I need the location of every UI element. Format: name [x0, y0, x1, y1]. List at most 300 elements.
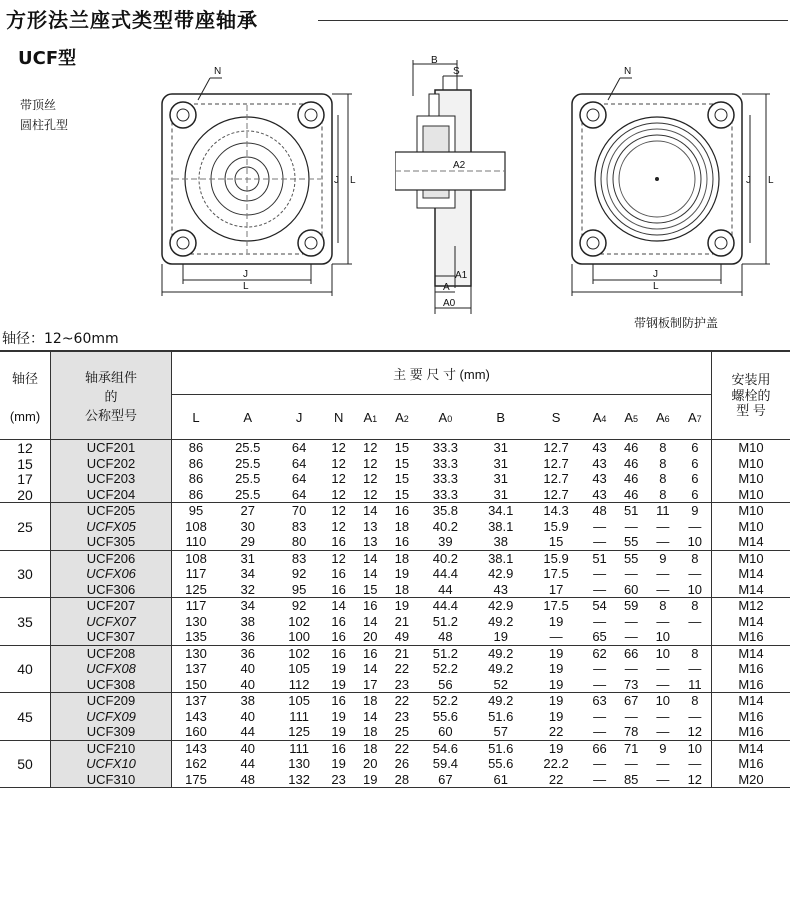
dim-value: 105 [288, 693, 310, 708]
dim-value: 100 [288, 629, 310, 644]
dim-value: 112 [288, 676, 310, 692]
dim-cell-n [323, 645, 355, 693]
dim-value: 12 [331, 486, 346, 502]
dim-value: 8 [659, 455, 667, 471]
dim-value: 49.2 [488, 613, 514, 629]
dim-cell-l [172, 503, 221, 551]
dim-value: 8 [691, 550, 699, 566]
dim-value: 92 [291, 598, 307, 613]
dim-cell-j [275, 503, 322, 551]
dim-value: — [593, 566, 607, 581]
dim-cell-a4 [584, 440, 616, 503]
dim-value: 51 [623, 503, 639, 518]
dim-cell-a2 [386, 503, 418, 551]
dim-value: 135 [185, 629, 207, 644]
dim-cell-a [220, 440, 275, 503]
dim-value: 160 [185, 724, 207, 739]
dim-value: 21 [394, 645, 410, 661]
shaft-diameter: 35 [17, 613, 33, 630]
dim-cell-j [275, 550, 322, 598]
front-view-drawing [150, 60, 360, 300]
dim-cell-a7 [679, 440, 712, 503]
dim-cell-a4 [584, 503, 616, 551]
dim-header-n: N [323, 395, 355, 440]
dim-cell-s [528, 693, 583, 741]
dim-value: 25.5 [235, 471, 261, 486]
dim-value: 10 [655, 645, 671, 661]
dim-value: 25.5 [235, 455, 261, 471]
shaft-diameter: 15 [17, 455, 33, 472]
dim-value: 51.6 [488, 708, 514, 724]
dim-cell-a6 [647, 503, 679, 551]
dim-value: 70 [291, 503, 307, 518]
dim-value: — [593, 708, 607, 724]
header-bolt-line3: 型 号 [736, 403, 766, 419]
dim-value: 31 [493, 440, 508, 455]
dim-value: — [688, 566, 702, 581]
dim-cell-a6 [647, 440, 679, 503]
dim-value: 9 [659, 550, 667, 566]
dim-cell-s [528, 550, 583, 598]
dim-value: 12.7 [543, 471, 569, 486]
dim-value: 16 [331, 645, 346, 661]
dim-value: 54 [592, 598, 607, 613]
dim-value: — [624, 661, 638, 676]
dim-value: 34 [240, 598, 255, 613]
dim-value: — [593, 771, 607, 787]
dim-value: 12 [331, 471, 346, 486]
dim-value: 12 [363, 486, 378, 502]
shaft-diameter: 45 [17, 708, 33, 725]
dim-value: 40 [240, 708, 255, 724]
dim-value: — [624, 756, 638, 771]
dim-cell-l [172, 740, 221, 788]
dim-header-a1: A1 [354, 395, 386, 440]
dim-value: 117 [185, 598, 207, 613]
dim-value: 6 [691, 486, 699, 502]
part-number: UCF209 [86, 693, 136, 708]
dim-value: 15.9 [543, 518, 569, 534]
dim-value: 42.9 [488, 566, 514, 581]
dim-value: 86 [188, 440, 204, 455]
dim-value: 6 [691, 440, 699, 455]
bolt-size-cell [712, 503, 790, 551]
dim-cell-a7 [679, 693, 712, 741]
bolt-size: M10 [738, 440, 764, 455]
dim-value: — [593, 518, 607, 534]
dim-cell-l [172, 440, 221, 503]
part-number-cell [51, 440, 172, 503]
dim-value: 23 [394, 676, 410, 692]
front-view-cover-drawing [558, 60, 778, 300]
dim-header-a5: A5 [615, 395, 647, 440]
dim-value: 33.3 [432, 455, 459, 471]
table-row-group [0, 645, 790, 693]
label-b: B [431, 56, 438, 66]
dim-value: — [656, 613, 670, 629]
dim-header-a4: A4 [584, 395, 616, 440]
dim-cell-j [275, 440, 322, 503]
page-title: 方形法兰座式类型带座轴承 [6, 8, 258, 32]
header-shaft [0, 351, 51, 440]
dim-cell-j [275, 645, 322, 693]
dim-header-a: A [220, 395, 275, 440]
dim-cell-a6 [647, 550, 679, 598]
dim-cell-a1 [354, 693, 386, 741]
dim-value: 23 [331, 771, 346, 787]
dim-value: 6 [691, 471, 699, 486]
dim-value: 108 [185, 518, 207, 534]
model-subtitle: UCF型 [18, 48, 77, 69]
shaft-diameter-cell [0, 740, 51, 788]
dim-cell-s [528, 503, 583, 551]
dim-value: 40 [240, 740, 255, 756]
dim-cell-a7 [679, 740, 712, 788]
label-a: A [443, 282, 450, 293]
dim-cell-a1 [354, 440, 386, 503]
dim-value: 19 [493, 629, 508, 644]
dim-value: 13 [363, 518, 378, 534]
table-header-row [0, 351, 790, 395]
label-j-horizontal: J [243, 269, 248, 280]
part-number: UCFX05 [86, 518, 136, 534]
dim-cell-a4 [584, 740, 616, 788]
dim-value: 11 [656, 503, 670, 518]
table-row-group [0, 693, 790, 741]
dim-cell-a5 [615, 550, 647, 598]
dim-cell-a1 [354, 598, 386, 646]
label-n-right: N [624, 66, 632, 77]
dim-value: 12 [331, 455, 346, 471]
header-shaft-label: 轴径 [11, 370, 38, 386]
bolt-size: M16 [738, 724, 764, 739]
dim-value: 61 [493, 771, 508, 787]
dim-value: 80 [291, 534, 307, 549]
dim-cell-a1 [354, 740, 386, 788]
dim-value: — [593, 756, 607, 771]
dim-value: — [593, 676, 607, 692]
shaft-diameter: 40 [17, 661, 33, 677]
dim-value: 22.2 [543, 756, 569, 771]
dim-cell-a7 [679, 645, 712, 693]
dim-cell-a5 [615, 503, 647, 551]
table-row-group [0, 598, 790, 646]
shaft-diameter: 17 [17, 471, 33, 487]
header-main-dims: 主 要 尺 寸 (mm) [172, 351, 712, 395]
dim-value: 55 [623, 534, 639, 549]
dim-value: 15 [394, 471, 410, 486]
dim-cell-a7 [679, 503, 712, 551]
part-number-cell [51, 598, 172, 646]
dim-value: — [624, 613, 638, 629]
bolt-size: M16 [738, 708, 764, 724]
dim-value: 22 [548, 724, 564, 739]
dim-value: 15 [394, 486, 410, 502]
dim-value: 18 [394, 581, 410, 597]
header-bolt [712, 351, 790, 440]
part-number: UCF207 [86, 598, 136, 613]
shaft-diameter: 12 [17, 440, 33, 456]
bolt-size-cell [712, 645, 790, 693]
shaft-diameter: 30 [17, 566, 33, 582]
part-number-cell [51, 693, 172, 741]
dim-value: 36 [240, 645, 255, 661]
dim-cell-a [220, 740, 275, 788]
dim-value: 125 [288, 724, 310, 739]
dim-value: 12.7 [543, 440, 569, 455]
dim-value: 64 [291, 455, 307, 471]
dim-cell-a1 [354, 503, 386, 551]
dim-value: 102 [288, 645, 310, 661]
dim-value: 15 [394, 440, 410, 455]
dim-value: 73 [623, 676, 639, 692]
dim-value: 31 [493, 455, 508, 471]
dim-cell-b [473, 503, 528, 551]
dim-value: 54.6 [432, 740, 459, 756]
dim-value: 65 [592, 629, 607, 644]
part-number: UCFX08 [86, 661, 136, 676]
dim-cell-s [528, 598, 583, 646]
dim-value: 86 [188, 486, 204, 502]
dim-value: 17.5 [543, 566, 569, 581]
dim-value: 52 [493, 676, 508, 692]
dim-cell-b [473, 645, 528, 693]
bolt-size-cell [712, 440, 790, 503]
dim-value [679, 629, 711, 645]
dim-cell-a [220, 598, 275, 646]
dim-value: 33.3 [432, 440, 459, 455]
side-section-drawing [395, 56, 515, 318]
dim-value: 38.1 [488, 518, 514, 534]
dim-cell-a0 [418, 693, 473, 741]
dim-value: — [688, 613, 702, 629]
part-number: UCF310 [86, 771, 136, 787]
dim-value: 12 [687, 771, 703, 787]
dim-value: 64 [291, 440, 307, 455]
dim-header-a6: A6 [647, 395, 679, 440]
dim-cell-a0 [418, 598, 473, 646]
dim-value: 40.2 [432, 518, 459, 534]
dim-cell-a4 [584, 598, 616, 646]
dim-value: 18 [363, 724, 378, 739]
dim-value: 10 [655, 693, 671, 708]
dim-header-b: B [473, 395, 528, 440]
dim-value: 19 [548, 740, 564, 756]
dim-value: 31 [240, 550, 255, 566]
dim-cell-a1 [354, 550, 386, 598]
dim-value: 14 [331, 598, 346, 613]
dim-value: 16 [331, 534, 346, 549]
dim-value: 19 [548, 693, 564, 708]
dim-value: 16 [363, 645, 378, 661]
dim-value: 12 [331, 503, 346, 518]
dim-value: 14 [363, 503, 378, 518]
table-row-group [0, 503, 790, 551]
dim-cell-a5 [615, 440, 647, 503]
dim-cell-a6 [647, 740, 679, 788]
dim-value: 20 [363, 629, 378, 644]
label-a2: A2 [453, 160, 466, 171]
part-number: UCF306 [86, 581, 136, 597]
dim-cell-a2 [386, 645, 418, 693]
dim-value: 19 [331, 676, 346, 692]
dim-value: 43 [592, 455, 607, 471]
dim-value: 130 [185, 613, 207, 629]
dim-cell-a7 [679, 598, 712, 646]
dim-value: 12.7 [543, 486, 569, 502]
bolt-size: M10 [738, 518, 764, 534]
dim-cell-s [528, 645, 583, 693]
dim-cell-a5 [615, 693, 647, 741]
dim-value: 43 [592, 440, 607, 455]
dim-value: 175 [185, 771, 207, 787]
part-number-cell [51, 645, 172, 693]
dim-cell-s [528, 440, 583, 503]
dim-value: 12 [331, 440, 346, 455]
dim-value: 49.2 [488, 693, 514, 708]
shaft-diameter-cell [0, 503, 51, 551]
dim-value: 16 [331, 566, 346, 581]
dim-value: — [549, 629, 563, 644]
dim-value: 8 [691, 645, 699, 661]
dimension-table [0, 350, 790, 788]
dim-value: — [656, 518, 670, 534]
dim-cell-a2 [386, 693, 418, 741]
dim-value: 14 [363, 661, 378, 676]
dim-value: — [656, 566, 670, 581]
dim-value: 111 [289, 708, 309, 724]
dim-value: 55 [623, 550, 639, 566]
dim-value: 28 [394, 771, 410, 787]
dim-value: 38 [240, 693, 255, 708]
dim-value: 15 [363, 581, 378, 597]
dim-value: 108 [185, 550, 207, 566]
dim-value: — [656, 581, 670, 597]
dim-value: 19 [363, 771, 378, 787]
dim-value: 35.8 [432, 503, 459, 518]
title-rule [318, 20, 788, 21]
dim-header-s: S [528, 395, 583, 440]
dim-value: 12 [363, 471, 378, 486]
bolt-size: M10 [738, 503, 764, 518]
dim-value: 44.4 [432, 598, 459, 613]
part-number: UCF201 [86, 440, 136, 455]
dim-value: 66 [623, 645, 639, 661]
dim-value: 60 [438, 724, 453, 739]
dim-value: 34 [240, 566, 255, 581]
dim-value: 13 [363, 534, 378, 549]
part-number: UCFX07 [86, 613, 136, 629]
dim-value: 33.3 [432, 471, 459, 486]
dim-value: 18 [363, 740, 378, 756]
dim-value: 18 [363, 693, 378, 708]
dim-value: 34.1 [488, 503, 514, 518]
dim-value: 52.2 [432, 661, 459, 676]
dim-value: 10 [687, 534, 703, 549]
label-l-vertical-right: L [768, 175, 774, 186]
header-shaft-unit: (mm) [9, 408, 41, 424]
dim-value: 71 [623, 740, 639, 756]
dim-value: 51.6 [488, 740, 514, 756]
dim-value: 102 [288, 613, 310, 629]
table-row-group [0, 440, 790, 503]
shaft-diameter-cell [0, 550, 51, 598]
dim-value: — [593, 534, 607, 549]
dim-cell-a5 [615, 598, 647, 646]
dim-value: 143 [185, 740, 207, 756]
part-number-cell [51, 503, 172, 551]
part-number: UCF205 [86, 503, 136, 518]
dim-value: 130 [185, 645, 207, 661]
dim-cell-a [220, 645, 275, 693]
dim-value: 83 [291, 518, 307, 534]
bolt-size: M14 [738, 645, 764, 661]
shaft-diameter-cell [0, 693, 51, 741]
header-bolt-line2: 螺栓的 [731, 387, 771, 403]
dim-value: — [688, 518, 702, 534]
dim-value: 22 [394, 740, 410, 756]
table-row-group [0, 550, 790, 598]
dim-cell-a0 [418, 645, 473, 693]
dim-value: 9 [659, 740, 667, 756]
dim-value: 64 [291, 471, 307, 486]
dim-value: 26 [394, 756, 410, 771]
bolt-size: M14 [738, 693, 764, 708]
shaft-diameter: 20 [17, 486, 33, 503]
dim-cell-j [275, 598, 322, 646]
dim-value: 9 [691, 503, 699, 518]
dim-cell-a6 [647, 645, 679, 693]
bolt-size-cell [712, 693, 790, 741]
dim-value: 25.5 [235, 440, 261, 455]
dim-value: 43 [592, 471, 607, 486]
dim-value: 16 [331, 740, 346, 756]
dim-value: 31 [493, 471, 508, 486]
dim-cell-a0 [418, 550, 473, 598]
dim-value: — [593, 613, 607, 629]
label-a1: A1 [455, 270, 468, 281]
dim-value: — [593, 724, 607, 739]
dim-value: 52.2 [432, 693, 459, 708]
dim-value: 11 [688, 676, 702, 692]
dim-value: 10 [687, 581, 703, 597]
dim-value: — [624, 629, 638, 644]
dim-cell-l [172, 550, 221, 598]
dim-value: 40 [240, 676, 255, 692]
dim-value: 67 [623, 693, 639, 708]
dim-value: 46 [623, 440, 639, 455]
dim-cell-b [473, 740, 528, 788]
dim-cell-l [172, 693, 221, 741]
dim-value: 111 [289, 740, 309, 756]
dim-cell-a0 [418, 740, 473, 788]
dim-cell-a4 [584, 693, 616, 741]
dim-value: 86 [188, 471, 204, 486]
dim-cell-l [172, 645, 221, 693]
dim-value: 59 [623, 598, 639, 613]
shaft-diameter: 25 [17, 518, 33, 535]
dim-value: 19 [331, 661, 346, 676]
dim-cell-a6 [647, 693, 679, 741]
dim-value: 43 [493, 581, 508, 597]
dim-cell-l [172, 598, 221, 646]
dim-value: 14 [363, 566, 378, 581]
bolt-size: M16 [738, 629, 764, 644]
dim-cell-a [220, 693, 275, 741]
dim-value: — [656, 661, 670, 676]
shaft-range: 轴径：12~60mm [2, 331, 119, 347]
dim-cell-a0 [418, 503, 473, 551]
